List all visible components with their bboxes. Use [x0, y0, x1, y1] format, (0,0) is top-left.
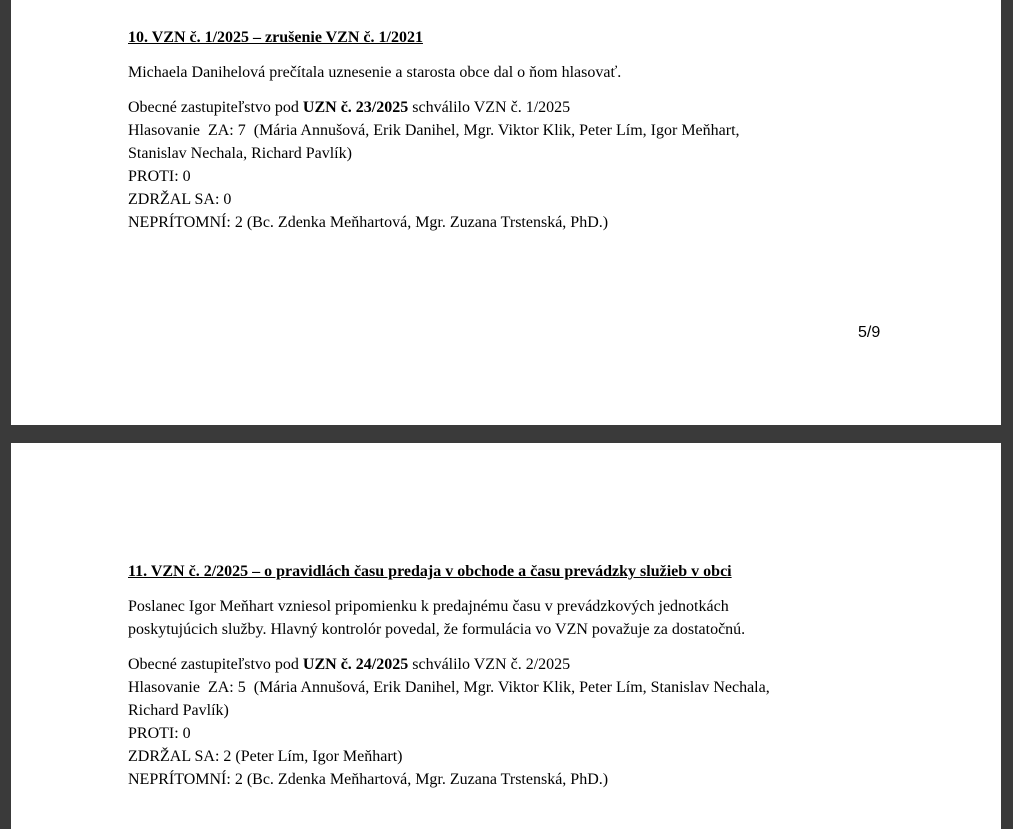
resolution-prefix: Obecné zastupiteľstvo pod — [128, 656, 303, 673]
vote-abstain-line: ZDRŽAL SA: 2 (Peter Lím, Igor Meňhart) — [128, 748, 403, 765]
page-number: 5/9 — [858, 324, 881, 341]
text-line: Poslanec Igor Meňhart vzniesol pripomienku k predajnému času v prevádzkových jednotkách — [128, 598, 729, 615]
vote-line: Stanislav Nechala, Richard Pavlík) — [128, 145, 352, 162]
agenda-item-11 — [128, 560, 770, 791]
resolution-number: UZN č. 24/2025 — [302, 656, 409, 673]
resolution-line — [128, 653, 770, 676]
vote-line: Richard Pavlík) — [128, 702, 229, 719]
resolution-block — [128, 653, 770, 791]
vote-line: Hlasovanie ZA: 7 (Mária Annušová, Erik Danihel, Mgr. Viktor Klik, Peter Lím, Igor Meňhart, — [128, 122, 740, 139]
agenda-item-10 — [128, 26, 740, 234]
vote-against-line: PROTI: 0 — [128, 168, 191, 185]
resolution-prefix: Obecné zastupiteľstvo pod — [128, 99, 303, 116]
document-page-6 — [11, 443, 1001, 829]
document-page-5 — [11, 0, 1001, 425]
agenda-item-heading: 10. VZN č. 1/2025 – zrušenie VZN č. 1/2021 — [128, 29, 423, 46]
vote-absent-line: NEPRÍTOMNÍ: 2 (Bc. Zdenka Meňhartová, Mgr. Zuzana Trstenská, PhD.) — [128, 214, 609, 231]
discussion-paragraph — [128, 61, 740, 84]
resolution-line — [128, 96, 740, 119]
text-line: Michaela Danihelová prečítala uznesenie a starosta obce dal o ňom hlasovať. — [128, 64, 622, 81]
resolution-number: UZN č. 23/2025 — [302, 99, 409, 116]
resolution-block — [128, 96, 740, 234]
resolution-suffix: schválilo VZN č. 2/2025 — [408, 656, 571, 673]
vote-line: Hlasovanie ZA: 5 (Mária Annušová, Erik Danihel, Mgr. Viktor Klik, Peter Lím, Stanislav Nechala, — [128, 679, 770, 696]
text-line: poskytujúcich služby. Hlavný kontrolór povedal, že formulácia vo VZN považuje za dostatočnú. — [128, 621, 746, 638]
resolution-suffix: schválilo VZN č. 1/2025 — [408, 99, 571, 116]
vote-against-line: PROTI: 0 — [128, 725, 191, 742]
vote-abstain-line: ZDRŽAL SA: 0 — [128, 191, 232, 208]
discussion-paragraph — [128, 595, 770, 641]
agenda-item-heading: 11. VZN č. 2/2025 – o pravidlách času predaja v obchode a času prevádzky služieb v obci — [128, 563, 732, 580]
vote-absent-line: NEPRÍTOMNÍ: 2 (Bc. Zdenka Meňhartová, Mgr. Zuzana Trstenská, PhD.) — [128, 771, 609, 788]
